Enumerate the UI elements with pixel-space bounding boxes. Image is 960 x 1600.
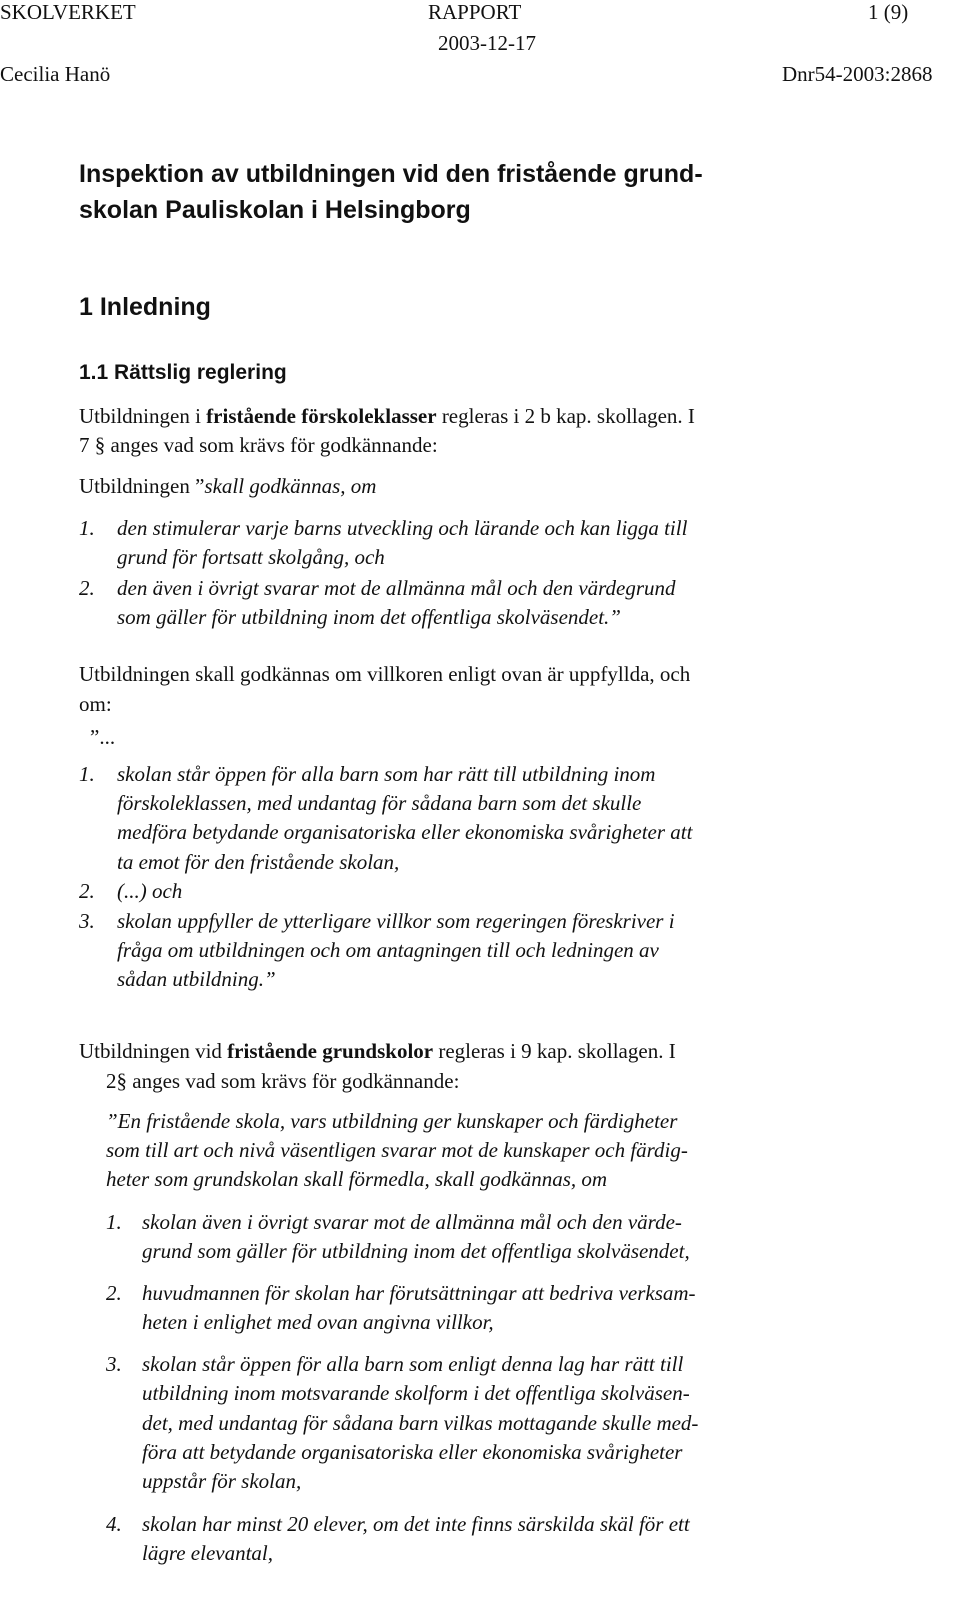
list-2-item-1-line-2: förskoleklassen, med undantag för sådana barn som det skulle <box>117 791 642 815</box>
list-2-item-1-line-4: ta emot för den fristående skolan, <box>117 850 400 874</box>
list-3-item-3-line-1: skolan står öppen för alla barn som enligt denna lag har rätt till <box>142 1352 684 1376</box>
list-1-item-1-line-1: den stimulerar varje barns utveckling och lärande och kan ligga till <box>117 516 688 540</box>
header-doc-type: RAPPORT <box>428 0 522 24</box>
header-dnr: Dnr54-2003:2868 <box>782 62 933 86</box>
header-page-number: 1 (9) <box>868 0 909 24</box>
list-2-item-1-line-3: medföra betydande organisatoriska eller ekonomiska svårigheter att <box>117 820 693 844</box>
list-3-item-3-line-2: utbildning inom motsvarande skolform i det offentliga skolväsen- <box>142 1381 690 1405</box>
list-3-item-4-number: 4. <box>106 1512 122 1536</box>
bold-run: fristående grundskolor <box>227 1039 434 1063</box>
list-2-item-2-line-1: (...) och <box>117 879 183 903</box>
document-title <box>79 156 703 228</box>
text-run: Utbildningen ” <box>79 474 205 498</box>
list-1-item-2-line-2: som gäller för utbildning inom det offentliga skolväsendet.” <box>117 605 621 629</box>
title-line-2: skolan Pauliskolan i Helsingborg <box>79 196 471 224</box>
paragraph-3-line-1: Utbildningen skall godkännas om villkoren enligt ovan är uppfyllda, och <box>79 662 691 686</box>
list-3-item-2-line-1: huvudmannen för skolan har förutsättningar att bedriva verksam- <box>142 1281 696 1305</box>
paragraph-4-line-1 <box>79 1037 676 1066</box>
list-3-item-3-number: 3. <box>106 1352 122 1376</box>
paragraph-1-line-2: 7 § anges vad som krävs för godkännande: <box>79 433 438 457</box>
quote-line-3: heter som grundskolan skall förmedla, skall godkännas, om <box>106 1167 608 1191</box>
list-2-item-3-line-1: skolan uppfyller de ytterligare villkor som regeringen föreskriver i <box>117 909 675 933</box>
list-2-item-1-line-1: skolan står öppen för alla barn som har rätt till utbildning inom <box>117 762 656 786</box>
italic-run: skall godkännas, om <box>204 474 377 498</box>
paragraph-1-line-1 <box>79 402 695 431</box>
list-3-item-4-line-2: lägre elevantal, <box>142 1541 274 1565</box>
bold-run: fristående förskoleklasser <box>206 404 437 428</box>
header-org: SKOLVERKET <box>0 0 136 24</box>
header-date: 2003-12-17 <box>438 31 536 55</box>
list-2-item-3-number: 3. <box>79 909 95 933</box>
list-3-item-1-line-1: skolan även i övrigt svarar mot de allmänna mål och den värde- <box>142 1210 682 1234</box>
list-1-item-1-line-2: grund för fortsatt skolgång, och <box>117 545 385 569</box>
paragraph-3-line-3: ”... <box>90 725 116 749</box>
quote-line-1: ”En fristående skola, vars utbildning ger kunskaper och färdigheter <box>106 1109 678 1133</box>
subsection-heading: 1.1 Rättslig reglering <box>79 361 287 384</box>
text-run: Utbildningen i <box>79 404 207 428</box>
text-run: regleras i 9 kap. skollagen. I <box>433 1039 676 1063</box>
paragraph-3-line-2: om: <box>79 692 112 716</box>
list-1-item-1-number: 1. <box>79 516 95 540</box>
list-2-item-2-number: 2. <box>79 879 95 903</box>
list-3-item-1-number: 1. <box>106 1210 122 1234</box>
list-2-item-1-number: 1. <box>79 762 95 786</box>
list-3-item-2-number: 2. <box>106 1281 122 1305</box>
list-1-item-2-number: 2. <box>79 576 95 600</box>
list-2-item-3-line-3: sådan utbildning.” <box>117 967 276 991</box>
list-2-item-3-line-2: fråga om utbildningen och om antagningen till och ledningen av <box>117 938 659 962</box>
paragraph-2 <box>79 472 376 501</box>
header-author: Cecilia Hanö <box>0 62 111 86</box>
title-line-1: Inspektion av utbildningen vid den fristående grund- <box>79 160 703 188</box>
list-3-item-4-line-1: skolan har minst 20 elever, om det inte finns särskilda skäl för ett <box>142 1512 690 1536</box>
paragraph-4-line-2: 2§ anges vad som krävs för godkännande: <box>106 1069 460 1093</box>
list-1-item-2-line-1: den även i övrigt svarar mot de allmänna mål och den värdegrund <box>117 576 676 600</box>
list-3-item-2-line-2: heten i enlighet med ovan angivna villkor, <box>142 1310 494 1334</box>
list-3-item-1-line-2: grund som gäller för utbildning inom det offentliga skolväsendet, <box>142 1239 690 1263</box>
list-3-item-3-line-3: det, med undantag för sådana barn vilkas mottagande skulle med- <box>142 1411 699 1435</box>
list-3-item-3-line-4: föra att betydande organisatoriska eller ekonomiska svårigheter <box>142 1440 683 1464</box>
quote-line-2: som till art och nivå väsentligen svarar mot de kunskaper och färdig- <box>106 1138 688 1162</box>
list-3-item-3-line-5: uppstår för skolan, <box>142 1469 302 1493</box>
text-run: Utbildningen vid <box>79 1039 228 1063</box>
text-run: regleras i 2 b kap. skollagen. I <box>436 404 695 428</box>
section-heading: 1 Inledning <box>79 293 211 321</box>
